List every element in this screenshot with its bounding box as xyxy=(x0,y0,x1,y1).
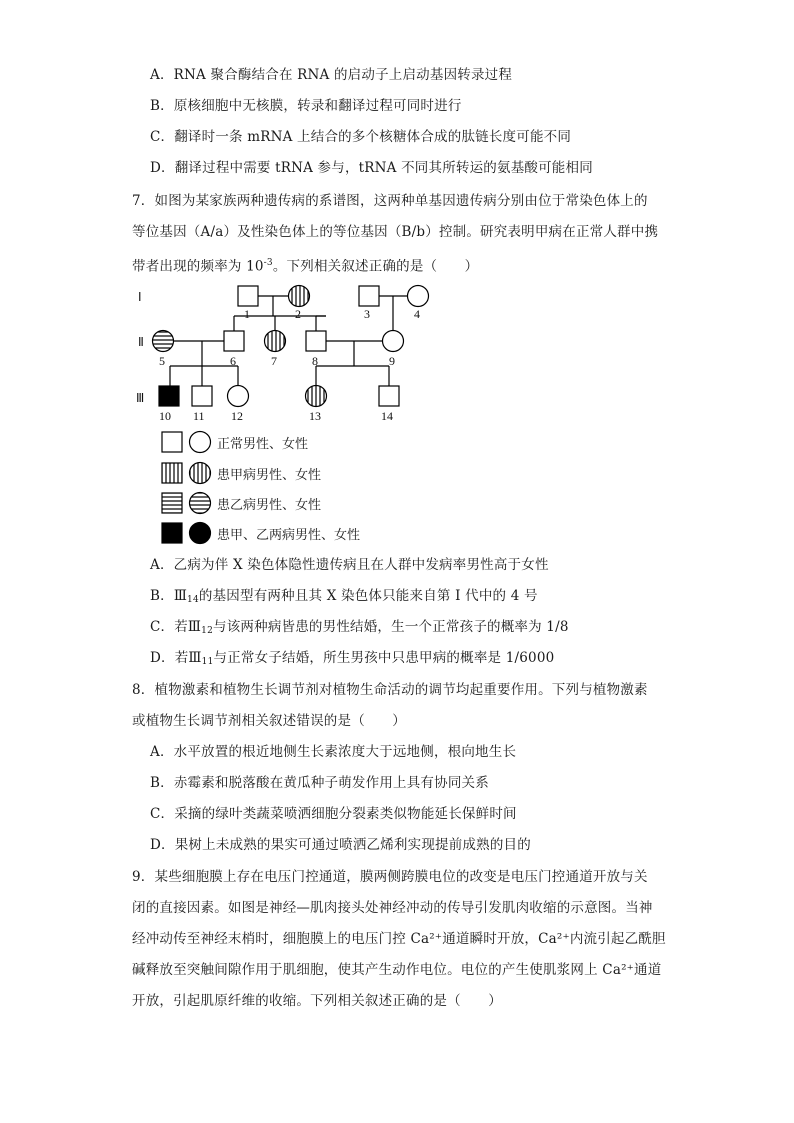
q6-option-c: C．翻译时一条 mRNA 上结合的多个核糖体合成的肽链长度可能不同 xyxy=(150,129,572,145)
individual-number-10: 10 xyxy=(159,409,171,423)
individual-number-9: 9 xyxy=(389,354,395,368)
individual-1-male-normal xyxy=(238,286,258,306)
q7-option-b: B．$Ⅲ_{14}$的基因型有两种且其 X 染色体只能来自第 I 代中的 4 号 xyxy=(150,588,538,605)
individual-number-14: 14 xyxy=(381,409,393,423)
individual-number-1: 1 xyxy=(244,307,250,321)
individual-10-male-both-diseases xyxy=(159,386,179,406)
both-diseases-icon xyxy=(160,521,214,545)
legend-label-both: 患甲、乙两病男性、女性 xyxy=(217,528,361,543)
q6-option-d: D．翻译过程中需要 tRNA 参与，tRNA 不同其所转运的氨基酸可能相同 xyxy=(150,160,593,176)
individual-12-female-normal xyxy=(228,386,249,407)
legend-row-disease-a xyxy=(160,461,420,485)
individual-number-11: 11 xyxy=(193,409,205,423)
q9-stem-line1: 9．某些细胞膜上存在电压门控通道，膜两侧跨膜电位的改变是电压门控通道开放与关 xyxy=(132,869,648,885)
individual-7-female-disease-a xyxy=(265,331,286,352)
q6-option-a: A．RNA 聚合酶结合在 RNA 的启动子上启动基因转录过程 xyxy=(150,67,513,83)
normal-icon xyxy=(160,430,214,454)
individual-number-12: 12 xyxy=(231,409,243,423)
q9-stem-line2: 闭的直接因素。如图是神经—肌肉接头处神经冲动的传导引发肌肉收缩的示意图。当神 xyxy=(132,900,653,916)
q8-option-d: D．果树上未成熟的果实可通过喷洒乙烯利实现提前成熟的目的 xyxy=(150,837,531,853)
individual-8-male-normal xyxy=(306,331,326,351)
q8-option-c: C．采摘的绿叶类蔬菜喷洒细胞分裂素类似物能延长保鲜时间 xyxy=(150,806,517,822)
individual-number-2: 2 xyxy=(295,307,301,321)
q9-stem-line3: 经冲动传至神经末梢时，细胞膜上的电压门控 Ca²⁺通道瞬时开放，Ca²⁺内流引起乙酰胆 xyxy=(132,931,666,947)
generation-label-iii: Ⅲ xyxy=(136,391,145,405)
pedigree-chart xyxy=(130,278,430,428)
q7-option-c: C．若$Ⅲ_{12}$与该两种病皆患的男性结婚，生一个正常孩子的概率为 1/8 xyxy=(150,619,569,636)
individual-number-5: 5 xyxy=(159,354,165,368)
legend-label-normal: 正常男性、女性 xyxy=(217,437,309,452)
disease-b-icon xyxy=(160,491,214,515)
individual-2-female-disease-a xyxy=(289,286,310,307)
q8-stem-line1: 8．植物激素和植物生长调节剂对植物生命活动的调节均起重要作用。下列与植物激素 xyxy=(132,682,648,698)
individual-11-male-normal xyxy=(192,386,212,406)
legend-row-both xyxy=(160,521,420,545)
individual-9-female-normal xyxy=(383,331,404,352)
individual-number-3: 3 xyxy=(364,307,370,321)
q7-option-d: D．若$Ⅲ_{11}$与正常女子结婚，所生男孩中只患甲病的概率是 1/6000 xyxy=(150,650,555,667)
individual-number-7: 7 xyxy=(271,354,277,368)
individual-4-female-normal xyxy=(408,286,429,307)
q9-stem-line5: 开放，引起肌原纤维的收缩。下列相关叙述正确的是（ ） xyxy=(132,993,502,1009)
disease-a-icon xyxy=(160,461,214,485)
q8-stem-line2: 或植物生长调节剂相关叙述错误的是（ ） xyxy=(132,713,406,729)
legend-label-disease-b: 患乙病男性、女性 xyxy=(217,498,322,513)
legend-row-normal xyxy=(160,430,420,454)
individual-number-4: 4 xyxy=(414,307,420,321)
q7-option-a: A．乙病为伴 X 染色体隐性遗传病且在人群中发病率男性高于女性 xyxy=(150,557,549,573)
q8-option-a: A．水平放置的根近地侧生长素浓度大于远地侧，根向地生长 xyxy=(150,744,517,760)
individual-14-male-normal xyxy=(379,386,399,406)
individual-6-male-normal xyxy=(224,331,244,351)
q7-stem-line3: 带者出现的频率为 $10^{-3}$。下列相关叙述正确的是（ ） xyxy=(132,258,479,275)
q6-option-b: B．原核细胞中无核膜，转录和翻译过程可同时进行 xyxy=(150,98,462,114)
generation-label-ii: Ⅱ xyxy=(138,335,144,349)
individual-number-6: 6 xyxy=(230,354,236,368)
q9-stem-line4: 碱释放至突触间隙作用于肌细胞，使其产生动作电位。电位的产生使肌浆网上 Ca²⁺通道 xyxy=(132,962,662,978)
legend-row-disease-b xyxy=(160,491,420,515)
individual-3-male-normal xyxy=(359,286,379,306)
legend-label-disease-a: 患甲病男性、女性 xyxy=(217,468,322,483)
individual-number-13: 13 xyxy=(309,409,321,423)
individual-number-8: 8 xyxy=(312,354,318,368)
q8-option-b: B．赤霉素和脱落酸在黄瓜种子萌发作用上具有协同关系 xyxy=(150,775,489,791)
generation-label-i: Ⅰ xyxy=(138,290,142,304)
q7-stem-line2: 等位基因（A/a）及性染色体上的等位基因（B/b）控制。研究表明甲病在正常人群中携 xyxy=(132,224,659,240)
individual-5-female-disease-b xyxy=(153,331,174,352)
individual-13-female-disease-a xyxy=(306,386,327,407)
q7-stem-line1: 7．如图为某家族两种遗传病的系谱图，这两种单基因遗传病分别由位于常染色体上的 xyxy=(132,193,648,209)
